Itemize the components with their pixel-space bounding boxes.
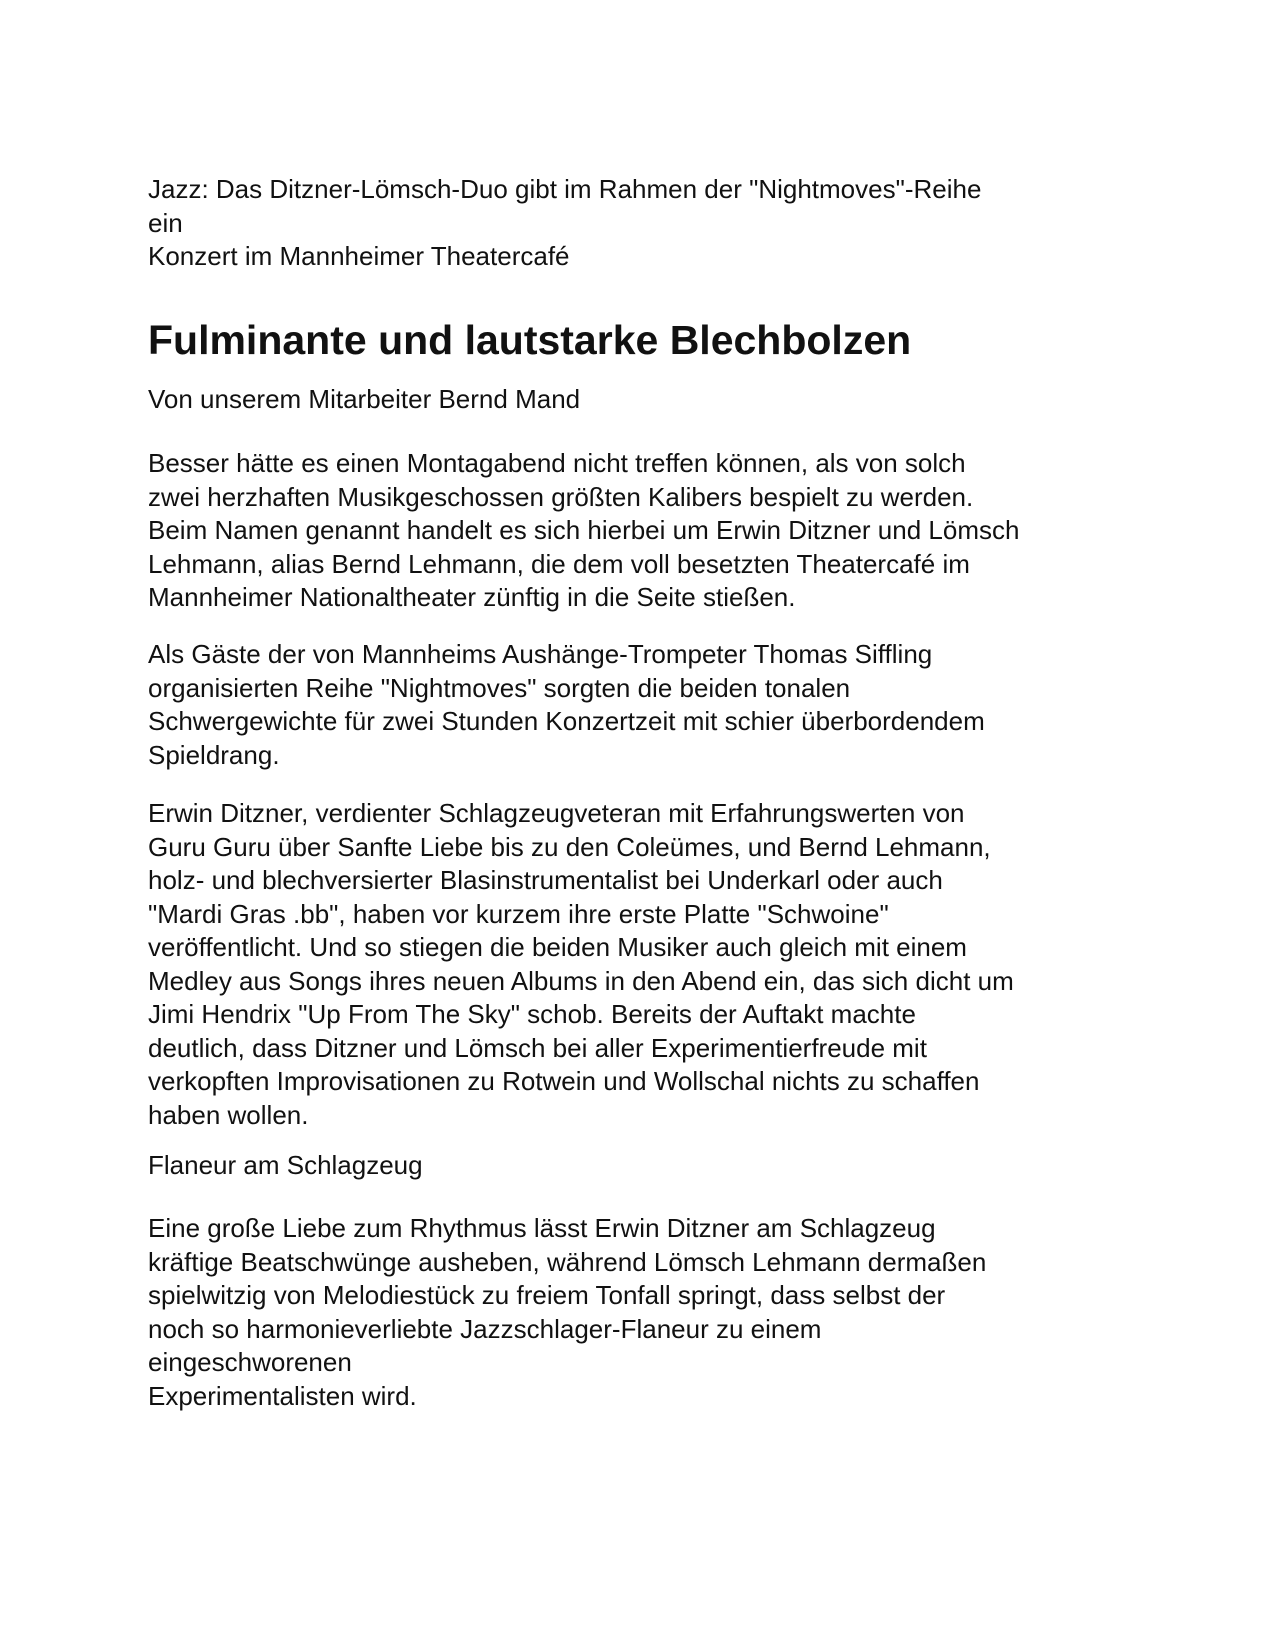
article-headline: Fulminante und lautstarke Blechbolzen (148, 317, 912, 363)
article-kicker: Jazz: Das Ditzner-Lömsch-Duo gibt im Rahmen der "Nightmoves"-Reihe ein Konzert im Mannheimer Theatercafé (148, 174, 982, 271)
article-paragraph-1: Besser hätte es einen Montagabend nicht treffen können, als von solch zwei herzhaften Musikgeschossen größten Kalibers bespielt zu werden. Beim Namen genannt handelt es sich hierbei um Erwin Ditzner und Lömsch Lehmann, alias Bernd Lehmann, die dem voll besetzten Theatercafé im Mannheimer Nationaltheater zünftig in die Seite stießen. (148, 448, 1020, 612)
article-paragraph-4: Eine große Liebe zum Rhythmus lässt Erwin Ditzner am Schlagzeug kräftige Beatschwünge ausheben, während Lömsch Lehmann dermaßen spielwitzig von Melodiestück zu freiem Tonfall springt, dass selbst der noch so harmonieverliebte Jazzschlager-Flaneur zu einem eingeschworenen Experimentalisten wird. (148, 1213, 987, 1411)
article-paragraph-3: Erwin Ditzner, verdienter Schlagzeugveteran mit Erfahrungswerten von Guru Guru über Sanfte Liebe bis zu den Coleümes, und Bernd Lehmann, holz- und blechversierter Blasinstrumentalist bei Underkarl oder auch "Mardi Gras .bb", haben vor kurzem ihre erste Platte "Schwoine" veröffentlicht. Und so stiegen die beiden Musiker auch gleich mit einem Medley aus Songs ihres neuen Albums in den Abend ein, das sich dicht um Jimi Hendrix "Up From The Sky" schob. Bereits der Auftakt machte deutlich, dass Ditzner und Lömsch bei aller Experimentierfreude mit verkopften Improvisationen zu Rotwein und Wollschal nichts zu schaffen haben wollen. (148, 798, 1014, 1130)
article-byline: Von unserem Mitarbeiter Bernd Mand (148, 384, 581, 414)
article-paragraph-2: Als Gäste der von Mannheims Aushänge-Trompeter Thomas Siffling organisierten Reihe "Nightmoves" sorgten die beiden tonalen Schwergewichte für zwei Stunden Konzertzeit mit schier überbordendem Spieldrang. (148, 639, 985, 770)
article-subheading: Flaneur am Schlagzeug (148, 1150, 423, 1180)
